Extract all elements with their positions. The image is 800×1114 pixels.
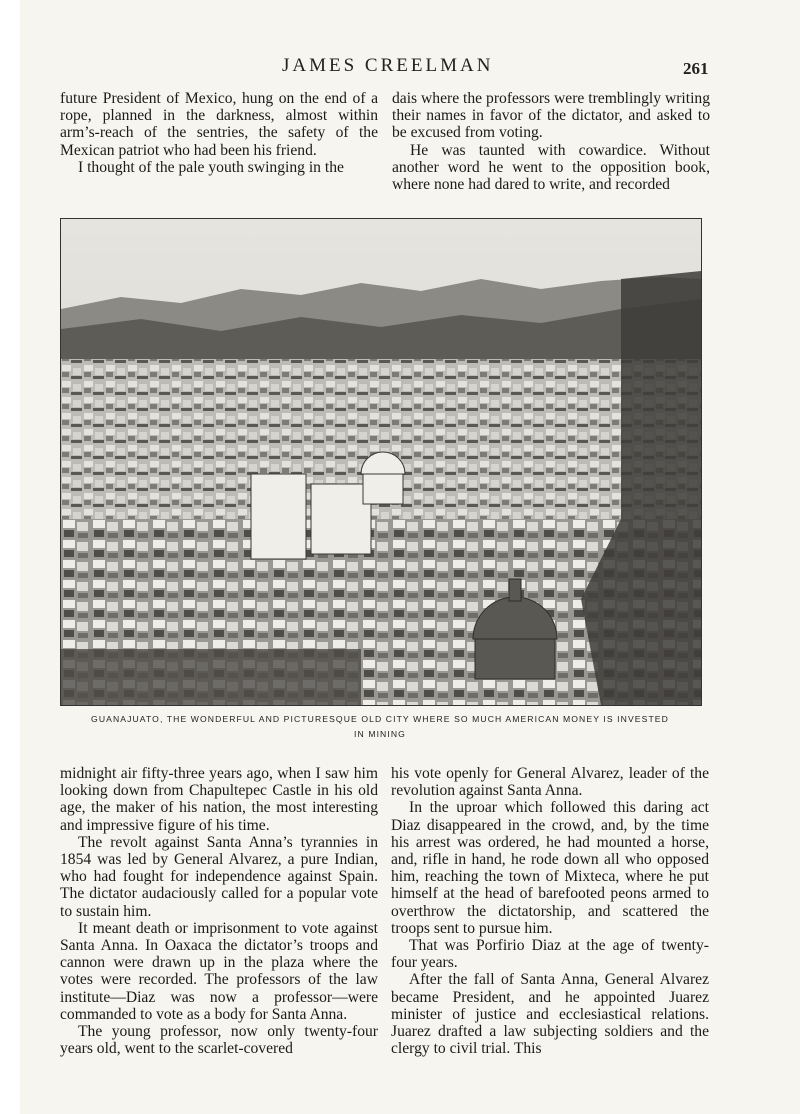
city-panorama-image xyxy=(61,219,701,705)
paragraph: dais where the professors were tremblingly writing their names in favor of the dictator, and asked to be excused from voting. xyxy=(392,90,710,142)
paragraph: In the uproar which followed this daring act Diaz disappeared in the crowd, and, by the time his arrest was ordered, he had mounted a horse, and, rifle in hand, he rode down all who opposed him, reaching the town of Mixteca, where he put himself at the head of barefooted peons armed to overthrow the dictatorship, and scattered the troops sent to pursue him. xyxy=(391,799,709,937)
page-number: 261 xyxy=(683,59,709,78)
paragraph: The revolt against Santa Anna’s tyrannies in 1854 was led by General Alvarez, a pure Indian, who had fought for independence against Spain. The dictator audaciously called for a popular vote to sustain him. xyxy=(60,833,378,920)
page-header xyxy=(20,55,800,85)
paragraph: He was taunted with cowardice. Without another word he went to the opposition book, where none had dared to write, and recorded xyxy=(392,141,710,194)
bottom-right-column xyxy=(391,765,709,1057)
caption-line: IN MINING xyxy=(354,729,406,739)
top-left-column xyxy=(60,90,378,176)
magazine-page xyxy=(20,0,800,1114)
paragraph: I thought of the pale youth swinging in the xyxy=(78,158,344,176)
paragraph: The young professor, now only twenty-four years old, went to the scarlet-covered xyxy=(60,1023,378,1058)
paragraph: It meant death or imprisonment to vote against Santa Anna. In Oaxaca the dictator’s troops and cannon were drawn up in the plaza where the votes were recorded. The professors of the law institute—Diaz was now a professor—were commanded to vote as a body for Santa Anna. xyxy=(60,919,378,1023)
paragraph: That was Porfirio Diaz at the age of twenty-four years. xyxy=(391,937,709,972)
top-right-column xyxy=(392,90,710,193)
photo-caption xyxy=(60,712,700,742)
caption-line: GUANAJUATO, THE WONDERFUL AND PICTURESQUE OLD CITY WHERE SO MUCH AMERICAN MONEY IS INVESTED xyxy=(91,714,669,724)
running-head: JAMES CREELMAN xyxy=(282,55,494,76)
bottom-left-column xyxy=(60,765,378,1057)
paragraph: midnight air fifty-three years ago, when I saw him looking down from Chapultepec Castle in his old age, the maker of his nation, the most interesting and impressive figure of his time. xyxy=(60,765,378,834)
guanajuato-photograph xyxy=(60,218,702,706)
paragraph: future President of Mexico, hung on the end of a rope, planned in the darkness, almost within arm’s-reach of the sentries, the safety of the Mexican patriot who had been his friend. xyxy=(60,90,378,159)
paragraph: After the fall of Santa Anna, General Alvarez became President, and he appointed Juarez minister of justice and ecclesiastical relations. Juarez drafted a law subjecting soldiers and the clergy to civil trial. This xyxy=(391,971,709,1058)
paragraph: his vote openly for General Alvarez, leader of the revolution against Santa Anna. xyxy=(391,765,709,800)
